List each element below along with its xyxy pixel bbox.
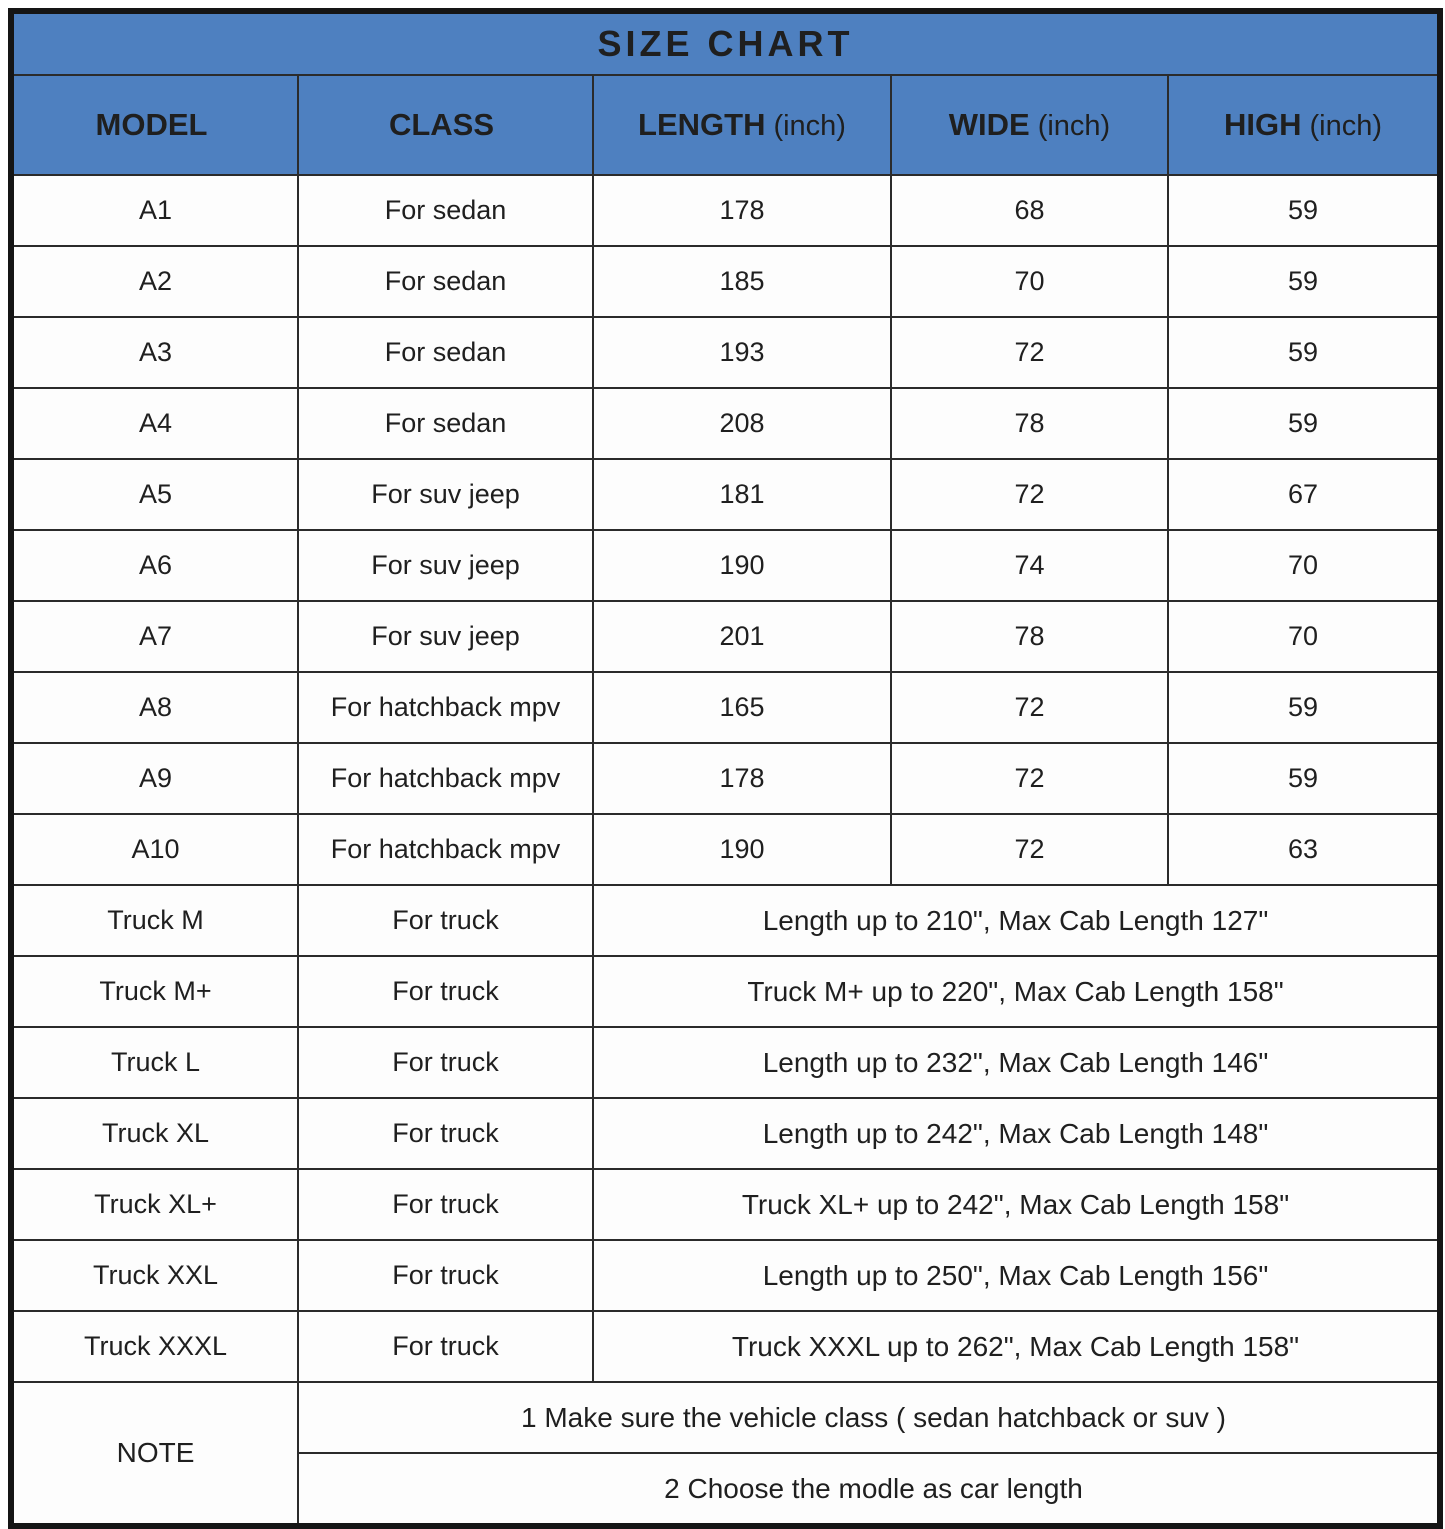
column-header-model xyxy=(11,75,298,175)
high-cell: 70 xyxy=(1168,530,1440,601)
model-cell: A8 xyxy=(11,672,298,743)
length-cell: 185 xyxy=(593,246,891,317)
class-cell: For truck xyxy=(298,885,593,956)
model-cell: A3 xyxy=(11,317,298,388)
spec-cell: Length up to 250", Max Cab Length 156" xyxy=(593,1240,1440,1311)
high-cell: 59 xyxy=(1168,388,1440,459)
wide-cell: 68 xyxy=(891,175,1168,246)
table-row xyxy=(11,1169,1440,1240)
wide-cell: 78 xyxy=(891,601,1168,672)
spec-cell: Length up to 210", Max Cab Length 127" xyxy=(593,885,1440,956)
column-header-label: MODEL xyxy=(95,107,208,142)
table-row xyxy=(11,388,1440,459)
high-cell: 63 xyxy=(1168,814,1440,885)
class-cell: For suv jeep xyxy=(298,601,593,672)
model-cell: A2 xyxy=(11,246,298,317)
table-row xyxy=(11,956,1440,1027)
note-line-1: 1 Make sure the vehicle class ( sedan hatchback or suv ) xyxy=(298,1382,1440,1453)
spec-cell: Length up to 242", Max Cab Length 148" xyxy=(593,1098,1440,1169)
model-cell: A10 xyxy=(11,814,298,885)
high-cell: 59 xyxy=(1168,246,1440,317)
class-cell: For sedan xyxy=(298,388,593,459)
length-cell: 178 xyxy=(593,743,891,814)
class-cell: For truck xyxy=(298,1169,593,1240)
table-row xyxy=(11,1098,1440,1169)
model-cell: Truck XXL xyxy=(11,1240,298,1311)
column-header-class xyxy=(298,75,593,175)
spec-cell: Truck M+ up to 220", Max Cab Length 158" xyxy=(593,956,1440,1027)
class-cell: For truck xyxy=(298,1027,593,1098)
model-cell: Truck L xyxy=(11,1027,298,1098)
model-cell: A5 xyxy=(11,459,298,530)
wide-cell: 72 xyxy=(891,672,1168,743)
column-header-label: CLASS xyxy=(388,107,495,142)
column-header-label: LENGTH xyxy=(638,107,766,142)
wide-cell: 72 xyxy=(891,814,1168,885)
length-cell: 165 xyxy=(593,672,891,743)
table-row xyxy=(11,246,1440,317)
column-header-label: HIGH xyxy=(1224,107,1302,142)
table-row xyxy=(11,459,1440,530)
column-header-unit: (inch) xyxy=(773,110,846,142)
table-row xyxy=(11,317,1440,388)
high-cell: 67 xyxy=(1168,459,1440,530)
length-cell: 201 xyxy=(593,601,891,672)
model-cell: A4 xyxy=(11,388,298,459)
table-row xyxy=(11,885,1440,956)
length-cell: 193 xyxy=(593,317,891,388)
high-cell: 70 xyxy=(1168,601,1440,672)
table-row xyxy=(11,672,1440,743)
class-cell: For truck xyxy=(298,1311,593,1382)
table-row xyxy=(11,530,1440,601)
wide-cell: 72 xyxy=(891,317,1168,388)
class-cell: For sedan xyxy=(298,246,593,317)
column-header-label: WIDE xyxy=(948,107,1030,142)
table-row xyxy=(11,814,1440,885)
spec-cell: Truck XL+ up to 242", Max Cab Length 158" xyxy=(593,1169,1440,1240)
spec-cell: Length up to 232", Max Cab Length 146" xyxy=(593,1027,1440,1098)
table-row xyxy=(11,601,1440,672)
high-cell: 59 xyxy=(1168,317,1440,388)
class-cell: For truck xyxy=(298,956,593,1027)
length-cell: 190 xyxy=(593,814,891,885)
class-cell: For truck xyxy=(298,1098,593,1169)
class-cell: For truck xyxy=(298,1240,593,1311)
table-row xyxy=(11,1311,1440,1382)
class-cell: For sedan xyxy=(298,175,593,246)
size-chart-table xyxy=(8,8,1443,1529)
note-label: NOTE xyxy=(11,1382,298,1526)
column-header-wide xyxy=(891,75,1168,175)
model-cell: A7 xyxy=(11,601,298,672)
wide-cell: 72 xyxy=(891,743,1168,814)
class-cell: For hatchback mpv xyxy=(298,814,593,885)
length-cell: 181 xyxy=(593,459,891,530)
high-cell: 59 xyxy=(1168,743,1440,814)
note-line-2: 2 Choose the modle as car length xyxy=(298,1453,1440,1526)
wide-cell: 78 xyxy=(891,388,1168,459)
column-header-unit: (inch) xyxy=(1037,110,1111,142)
class-cell: For sedan xyxy=(298,317,593,388)
column-header-high xyxy=(1168,75,1440,175)
table-row xyxy=(11,1027,1440,1098)
length-cell: 208 xyxy=(593,388,891,459)
length-cell: 190 xyxy=(593,530,891,601)
wide-cell: 74 xyxy=(891,530,1168,601)
high-cell: 59 xyxy=(1168,672,1440,743)
table-row xyxy=(11,175,1440,246)
class-cell: For suv jeep xyxy=(298,530,593,601)
model-cell: A6 xyxy=(11,530,298,601)
title-row xyxy=(11,11,1440,75)
high-cell: 59 xyxy=(1168,175,1440,246)
model-cell: A9 xyxy=(11,743,298,814)
wide-cell: 72 xyxy=(891,459,1168,530)
model-cell: Truck M xyxy=(11,885,298,956)
model-cell: Truck XL xyxy=(11,1098,298,1169)
note-row xyxy=(11,1382,1440,1453)
table-row xyxy=(11,743,1440,814)
wide-cell: 70 xyxy=(891,246,1168,317)
model-cell: Truck M+ xyxy=(11,956,298,1027)
header-row xyxy=(11,75,1440,175)
class-cell: For hatchback mpv xyxy=(298,743,593,814)
model-cell: Truck XL+ xyxy=(11,1169,298,1240)
page-title: SIZE CHART xyxy=(11,11,1440,75)
model-cell: A1 xyxy=(11,175,298,246)
class-cell: For hatchback mpv xyxy=(298,672,593,743)
table-row xyxy=(11,1240,1440,1311)
length-cell: 178 xyxy=(593,175,891,246)
spec-cell: Truck XXXL up to 262", Max Cab Length 158" xyxy=(593,1311,1440,1382)
model-cell: Truck XXXL xyxy=(11,1311,298,1382)
column-header-length xyxy=(593,75,891,175)
column-header-unit: (inch) xyxy=(1309,110,1383,142)
class-cell: For suv jeep xyxy=(298,459,593,530)
